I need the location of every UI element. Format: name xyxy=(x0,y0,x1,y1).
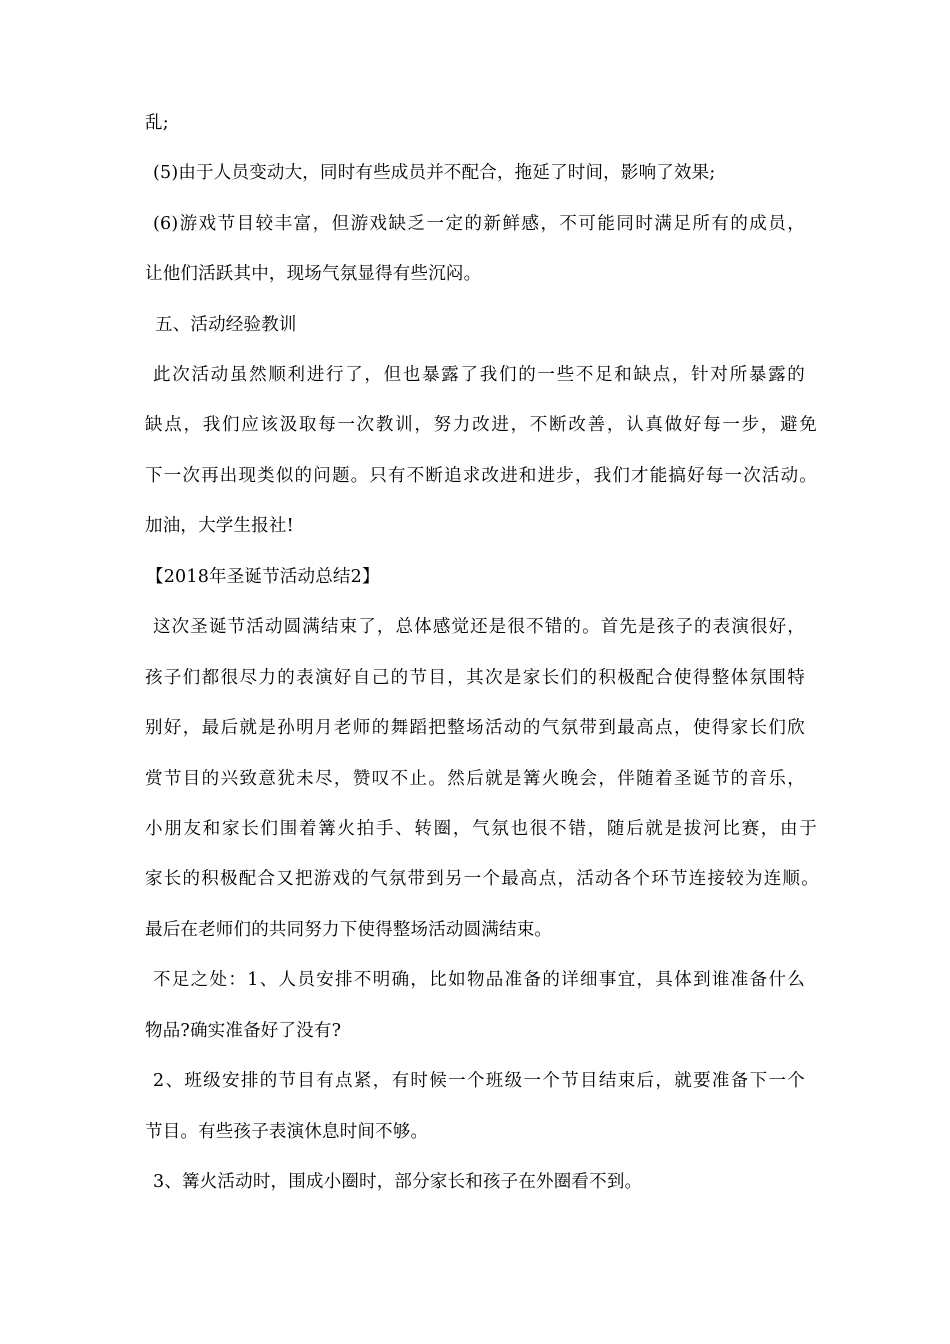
text-line: 小朋友和家长们围着篝火拍手、转圈，气氛也很不错，随后就是拔河比赛，由于 xyxy=(145,819,817,839)
text-line: 缺点，我们应该汲取每一次教训，努力改进，不断改善，认真做好每一步，避免 xyxy=(145,415,817,435)
text-line: 下一次再出现类似的问题。只有不断追求改进和进步，我们才能搞好每一次活动。 xyxy=(145,466,817,486)
text-line: 别好，最后就是孙明月老师的舞蹈把整场活动的气氛带到最高点，使得家长们欣 xyxy=(145,718,805,738)
text-line: 加油，大学生报社! xyxy=(145,516,294,536)
section-heading: 五、活动经验教训 xyxy=(155,315,297,335)
text-line: 2、班级安排的节目有点紧，有时候一个班级一个节目结束后，就要准备下一个 xyxy=(153,1071,805,1091)
text-line: 最后在老师们的共同努力下使得整场活动圆满结束。 xyxy=(145,920,553,940)
text-line: 3、篝火活动时，围成小圈时，部分家长和孩子在外圈看不到。 xyxy=(153,1172,643,1192)
text-line: (5)由于人员变动大，同时有些成员并不配合，拖延了时间，影响了效果; xyxy=(153,163,716,183)
text-line: 让他们活跃其中，现场气氛显得有些沉闷。 xyxy=(145,264,482,284)
text-line: 赏节目的兴致意犹未尽，赞叹不止。然后就是篝火晚会，伴随着圣诞节的音乐， xyxy=(145,769,805,789)
text-line: 此次活动虽然顺利进行了，但也暴露了我们的一些不足和缺点，针对所暴露的 xyxy=(153,365,805,385)
text-line: 这次圣诞节活动圆满结束了，总体感觉还是很不错的。首先是孩子的表演很好， xyxy=(153,617,805,637)
text-line: 不足之处：1、人员安排不明确，比如物品准备的详细事宜，具体到谁准备什么 xyxy=(153,970,805,990)
text-line: 孩子们都很尽力的表演好自己的节目，其次是家长们的积极配合使得整体氛围特 xyxy=(145,668,805,688)
text-line: 节目。有些孩子表演休息时间不够。 xyxy=(145,1122,429,1142)
text-line: (6)游戏节目较丰富，但游戏缺乏一定的新鲜感，不可能同时满足所有的成员， xyxy=(153,214,805,234)
article-heading: 【2018年圣诞节活动总结2】 xyxy=(146,567,380,587)
text-line: 家长的积极配合又把游戏的气氛带到另一个最高点，活动各个环节连接较为连顺。 xyxy=(145,869,819,889)
text-line: 物品?确实准备好了没有? xyxy=(145,1021,342,1041)
text-line: 乱; xyxy=(145,113,169,133)
